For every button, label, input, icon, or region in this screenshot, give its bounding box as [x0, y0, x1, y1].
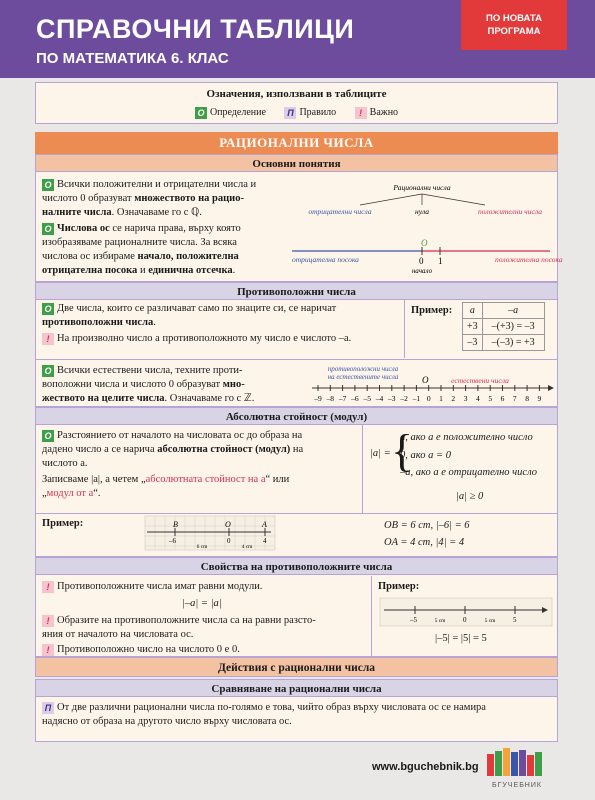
properties-example-diagram	[380, 598, 552, 628]
label-o: O	[225, 520, 231, 529]
legend-label: Правило	[299, 107, 337, 118]
definition-tag-icon: О	[42, 223, 54, 235]
legend-items	[36, 107, 557, 119]
integer-tick-label: –2	[400, 394, 408, 403]
legend-item-definition	[195, 107, 266, 118]
label-a: A	[262, 520, 267, 529]
table-row	[463, 335, 545, 351]
opposite-naturals-label: на естествените числа	[327, 373, 399, 381]
legend-item-rule	[284, 107, 336, 118]
text: модул от a	[46, 488, 94, 499]
definition-tag-icon: О	[42, 365, 54, 377]
zero-tick-label: 0	[419, 256, 424, 266]
section-title: РАЦИОНАЛНИ ЧИСЛА	[35, 132, 558, 154]
property-3	[42, 643, 367, 657]
distance-left: 5 cm	[434, 618, 446, 624]
legend-label: Важно	[369, 107, 399, 118]
absolute-example-label: Пример:	[42, 518, 84, 529]
rational-label: Рационални числа	[393, 183, 451, 192]
tick-0: 0	[227, 537, 231, 545]
properties-heading: Свойства на противоположните числа	[35, 557, 558, 575]
absolute-lhs: |a| =	[370, 448, 391, 459]
opposite-naturals-label: противоположни числа	[327, 365, 399, 373]
table-cell: +3	[463, 319, 483, 335]
absolute-case-3: –a, ако a е отрицателно число	[400, 467, 538, 478]
definition-tag-icon: О	[195, 107, 207, 119]
tick-m5: –5	[410, 616, 417, 624]
page-title: СПРАВОЧНИ ТАБЛИЦИ	[36, 14, 355, 44]
text: Две числа, които се различават само по знаците си, се наричат	[57, 303, 337, 314]
brace-icon: {	[391, 425, 414, 476]
text: Записваме |a|, а четем „	[42, 474, 146, 485]
text: От две различни рационални числа по-голямо е това, чийто образ върху числовата ос се намира	[57, 702, 486, 713]
text: на	[290, 444, 304, 455]
positive-direction-label: положителна посока	[495, 255, 563, 264]
text: единична отсечка	[148, 265, 233, 276]
distance-ob: 6 cm	[196, 544, 208, 550]
important-tag-icon: !	[42, 581, 54, 593]
text: Всички естествени числа, техните проти-	[57, 365, 243, 376]
badge-line1: ПО НОВАТА	[486, 13, 542, 24]
distance-oa: 4 cm	[241, 544, 253, 550]
text: яния от началото на числовата ос.	[42, 629, 194, 640]
text: . Означаваме го с ℚ.	[111, 207, 202, 218]
definition-tag-icon: О	[42, 430, 54, 442]
comparison-rule	[42, 701, 554, 729]
text: дадено число a се нарича	[42, 444, 158, 455]
integer-tick-label: –8	[326, 394, 335, 403]
naturals-label: естествени числа	[451, 376, 509, 385]
table-cell: –3	[463, 335, 483, 351]
text: Образите на противоположните числа са на равни разсто-	[57, 615, 316, 626]
arrow-left	[360, 194, 422, 205]
text: налните числа	[42, 207, 112, 218]
text: начало, положителна	[137, 251, 239, 262]
tick-5: 5	[513, 616, 517, 624]
positive-label: положителни числа	[478, 207, 542, 216]
definition-tag-icon: О	[42, 179, 54, 191]
axis-arrow-icon	[548, 385, 554, 391]
text: .	[232, 265, 236, 276]
definition-tag-icon: О	[42, 303, 54, 315]
text: Всички положителни и отрицателни числа и	[57, 179, 257, 190]
text: мно-	[222, 379, 245, 390]
integer-tick-label: –7	[338, 394, 347, 403]
distance-right: 5 cm	[484, 618, 496, 624]
absolute-notation	[42, 473, 357, 501]
origin-label: начало	[411, 267, 433, 275]
basic-definition-2	[42, 222, 292, 278]
website-link[interactable]: www.bguchebnik.bg	[372, 761, 479, 773]
integers-definition	[42, 364, 307, 406]
text: противоположни числа	[42, 317, 154, 328]
new-program-badge	[461, 0, 567, 50]
table-cell: –(+3) = –3	[482, 319, 544, 335]
absolute-example-diagram	[145, 516, 275, 552]
integer-tick-label: –9	[314, 394, 322, 403]
text: .	[153, 317, 156, 328]
important-tag-icon: !	[42, 333, 54, 345]
divider	[371, 576, 372, 656]
text: се нарича права, върху която	[109, 223, 241, 234]
text: изобразяваме рационалните числа. За всяка	[42, 237, 237, 248]
number-line-diagrams	[290, 180, 563, 280]
origin-letter: О	[422, 375, 429, 385]
legend-item-important	[355, 107, 398, 118]
integers-number-line	[308, 360, 556, 406]
text: воположни числа и числото 0 образуват	[42, 379, 223, 390]
table-row	[463, 319, 545, 335]
tick-m6: –6	[169, 537, 176, 545]
divider	[362, 425, 363, 513]
tick-0: 0	[463, 616, 467, 624]
text: и	[137, 265, 149, 276]
text: числото 0 образуват	[42, 193, 132, 204]
zero-label: нула	[415, 207, 429, 216]
property-2	[42, 614, 367, 642]
absolute-case-2: 0, ако a = 0	[400, 450, 451, 461]
actions-heading: Действия с рационални числа	[35, 657, 558, 677]
table-cell: a	[463, 303, 483, 319]
grid-background	[145, 516, 275, 550]
text: “ или	[265, 474, 290, 485]
integer-tick-label: 3	[463, 394, 468, 403]
text: “.	[93, 488, 101, 499]
property-formula: |–a| = |a|	[182, 598, 222, 609]
property-1	[42, 580, 367, 594]
text: надясно от образа на другото число върху числовата ос.	[42, 716, 292, 727]
comparison-heading: Сравняване на рационални числа	[35, 679, 558, 697]
negative-direction-label: отрицателна посока	[292, 255, 359, 264]
important-tag-icon: !	[42, 644, 54, 656]
text: „	[42, 488, 47, 499]
legend-title: Означения, използвани в таблиците	[206, 88, 387, 100]
important-tag-icon: !	[355, 107, 367, 119]
tick-4: 4	[263, 537, 267, 545]
integer-tick-label: 6	[500, 394, 505, 403]
opposite-heading: Противоположни числа	[35, 282, 558, 300]
integer-tick-label: –5	[363, 394, 371, 403]
example-oa: OA = 4 cm, |4| = 4	[384, 537, 465, 548]
integer-tick-label: 4	[476, 394, 480, 403]
text: Разстоянието от началото на числовата ос до образа на	[57, 430, 303, 441]
integer-tick-label: 5	[488, 394, 493, 403]
legend-panel	[35, 82, 558, 124]
text: Противоположните числа имат равни модули.	[57, 581, 263, 592]
text: Противоположно число на числото 0 е 0.	[57, 644, 240, 655]
rule-tag-icon: П	[284, 107, 296, 119]
properties-example-label: Пример:	[378, 581, 420, 592]
page-subtitle: ПО МАТЕМАТИКА 6. КЛАС	[36, 50, 229, 67]
opposite-definition	[42, 302, 402, 330]
text: . Означаваме го с ℤ.	[164, 393, 255, 404]
table-cell: –a	[482, 303, 544, 319]
absolute-definition	[42, 429, 357, 471]
integer-tick-label: –6	[351, 394, 359, 403]
properties-example-formula: |–5| = |5| = 5	[435, 633, 487, 644]
integer-tick-label: 8	[525, 394, 529, 403]
integer-tick-label: –1	[412, 394, 421, 403]
negative-label: отрицателни числа	[308, 207, 372, 216]
text: множеството на рацио-	[134, 193, 244, 204]
divider	[404, 300, 405, 358]
important-tag-icon: !	[42, 615, 54, 627]
badge-line2: ПРОГРАМА	[487, 26, 541, 37]
absolute-heading: Абсолютна стойност (модул)	[35, 407, 558, 425]
opposite-example-table	[462, 302, 545, 351]
text: Числова ос	[57, 223, 110, 234]
integer-tick-label: 9	[537, 394, 542, 403]
opposite-example-label: Пример:	[411, 305, 453, 316]
text: абсолютна стойност (модул)	[157, 444, 291, 455]
integer-tick-label: 2	[451, 394, 456, 403]
basic-definition-1	[42, 178, 292, 220]
integer-tick-label: 7	[512, 394, 517, 403]
text: числото a.	[42, 458, 88, 469]
legend-label: Определение	[209, 107, 266, 118]
example-ob: OB = 6 cm, |–6| = 6	[384, 520, 470, 531]
integer-tick-label: 1	[439, 394, 443, 403]
text: абсолютната стойност на a	[145, 474, 266, 485]
integer-tick-label: 0	[426, 394, 431, 403]
one-tick-label: 1	[438, 256, 443, 266]
text: отрицателна посока	[42, 265, 138, 276]
bguchebnik-logo	[485, 748, 557, 790]
table-row	[463, 303, 545, 319]
table-cell: –(–3) = +3	[482, 335, 544, 351]
integer-tick-label: –4	[375, 394, 384, 403]
text: На произволно число а противоположното му число е числото –а.	[57, 333, 352, 344]
absolute-case-1: a, ако a е положително число	[400, 432, 533, 443]
divider	[35, 513, 558, 514]
origin-letter: О	[421, 238, 428, 248]
integer-tick-label: –3	[388, 394, 396, 403]
text: жеството на целите числа	[42, 393, 165, 404]
label-b: B	[173, 520, 178, 529]
arrow-right	[422, 194, 485, 205]
rule-tag-icon: П	[42, 702, 54, 714]
basic-heading: Основни понятия	[35, 154, 558, 172]
opposite-important	[42, 332, 402, 346]
logo-text: БГУЧЕБНИК	[492, 782, 542, 789]
text: числова ос избираме	[42, 251, 138, 262]
absolute-nonnegative: |a| ≥ 0	[456, 491, 484, 502]
